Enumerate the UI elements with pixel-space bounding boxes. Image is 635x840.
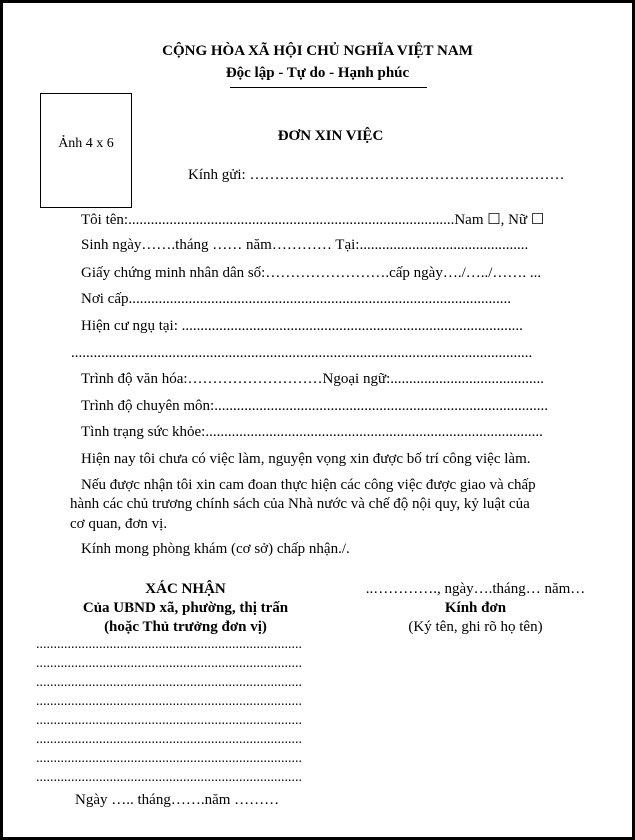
body-paragraph-2-line-1: Nếu được nhận tôi xin cam đoan thực hiện các công việc được giao và chấp [81, 477, 536, 493]
field-name: Tôi tên:.......................................................................................Nam ☐, Nữ ☐ [81, 212, 545, 228]
field-health: Tình trạng sức khỏe:.......................................................................................... [81, 424, 543, 440]
confirm-dotted-line: ............................................................................ [36, 694, 302, 709]
field-specialty: Trình độ chuyên môn:......................................................................................... [81, 398, 548, 414]
photo-box [40, 93, 132, 208]
confirm-dotted-line: ............................................................................ [36, 656, 302, 671]
field-residence-continued: ........................................................................................................................... [71, 345, 533, 361]
photo-box-label: Ảnh 4 x 6 [58, 136, 114, 151]
motto: Độc lập - Tự do - Hạnh phúc [225, 65, 410, 81]
recipient-line: Kính gửi: ……………………………………………………… [188, 167, 565, 183]
field-education: Trình độ văn hóa:………………………Ngoại ngữ:......................................... [81, 371, 544, 387]
confirm-authority: Của UBND xã, phường, thị trấn [82, 600, 289, 616]
signature-title: Kính đơn [444, 600, 507, 616]
signature-date: ..…………., ngày….tháng… năm… [365, 581, 586, 597]
field-residence: Hiện cư ngụ tại: ........................................................................................... [81, 318, 523, 334]
signature-hint: (Ký tên, ghi rõ họ tên) [408, 619, 543, 635]
confirm-dotted-line: ............................................................................ [36, 675, 302, 690]
confirm-dotted-line: ............................................................................ [36, 751, 302, 766]
country-heading: CỘNG HÒA XÃ HỘI CHỦ NGHĨA VIỆT NAM [162, 43, 473, 59]
confirm-dotted-line: ............................................................................ [36, 637, 302, 652]
motto-underline [230, 87, 427, 88]
confirm-dotted-line: ............................................................................ [36, 713, 302, 728]
confirm-authority-alt: (hoặc Thủ trưởng đơn vị) [104, 619, 267, 635]
form-title: ĐƠN XIN VIỆC [277, 128, 384, 144]
body-paragraph-2-line-2: hành các chủ trương chính sách của Nhà nước và chế độ nội quy, kỷ luật của [70, 496, 530, 512]
confirm-dotted-line: ............................................................................ [36, 732, 302, 747]
confirm-dotted-line: ............................................................................ [36, 770, 302, 785]
field-issued-place: Nơi cấp...................................................................................................... [81, 291, 511, 307]
confirm-date: Ngày ….. tháng…….năm ……… [75, 792, 280, 808]
body-paragraph-3: Kính mong phòng khám (cơ sở) chấp nhận./. [81, 541, 350, 557]
field-id-card: Giấy chứng minh nhân dân số:…………………….cấp ngày…./…../……. ... [81, 265, 542, 281]
confirm-title: XÁC NHẬN [145, 581, 226, 597]
field-dob: Sinh ngày…….tháng …… năm………… Tại:............................................. [81, 237, 529, 253]
body-paragraph-2-line-3: cơ quan, đơn vị. [70, 516, 168, 532]
body-paragraph-1: Hiện nay tôi chưa có việc làm, nguyện vọng xin được bố trí công việc làm. [81, 451, 531, 467]
